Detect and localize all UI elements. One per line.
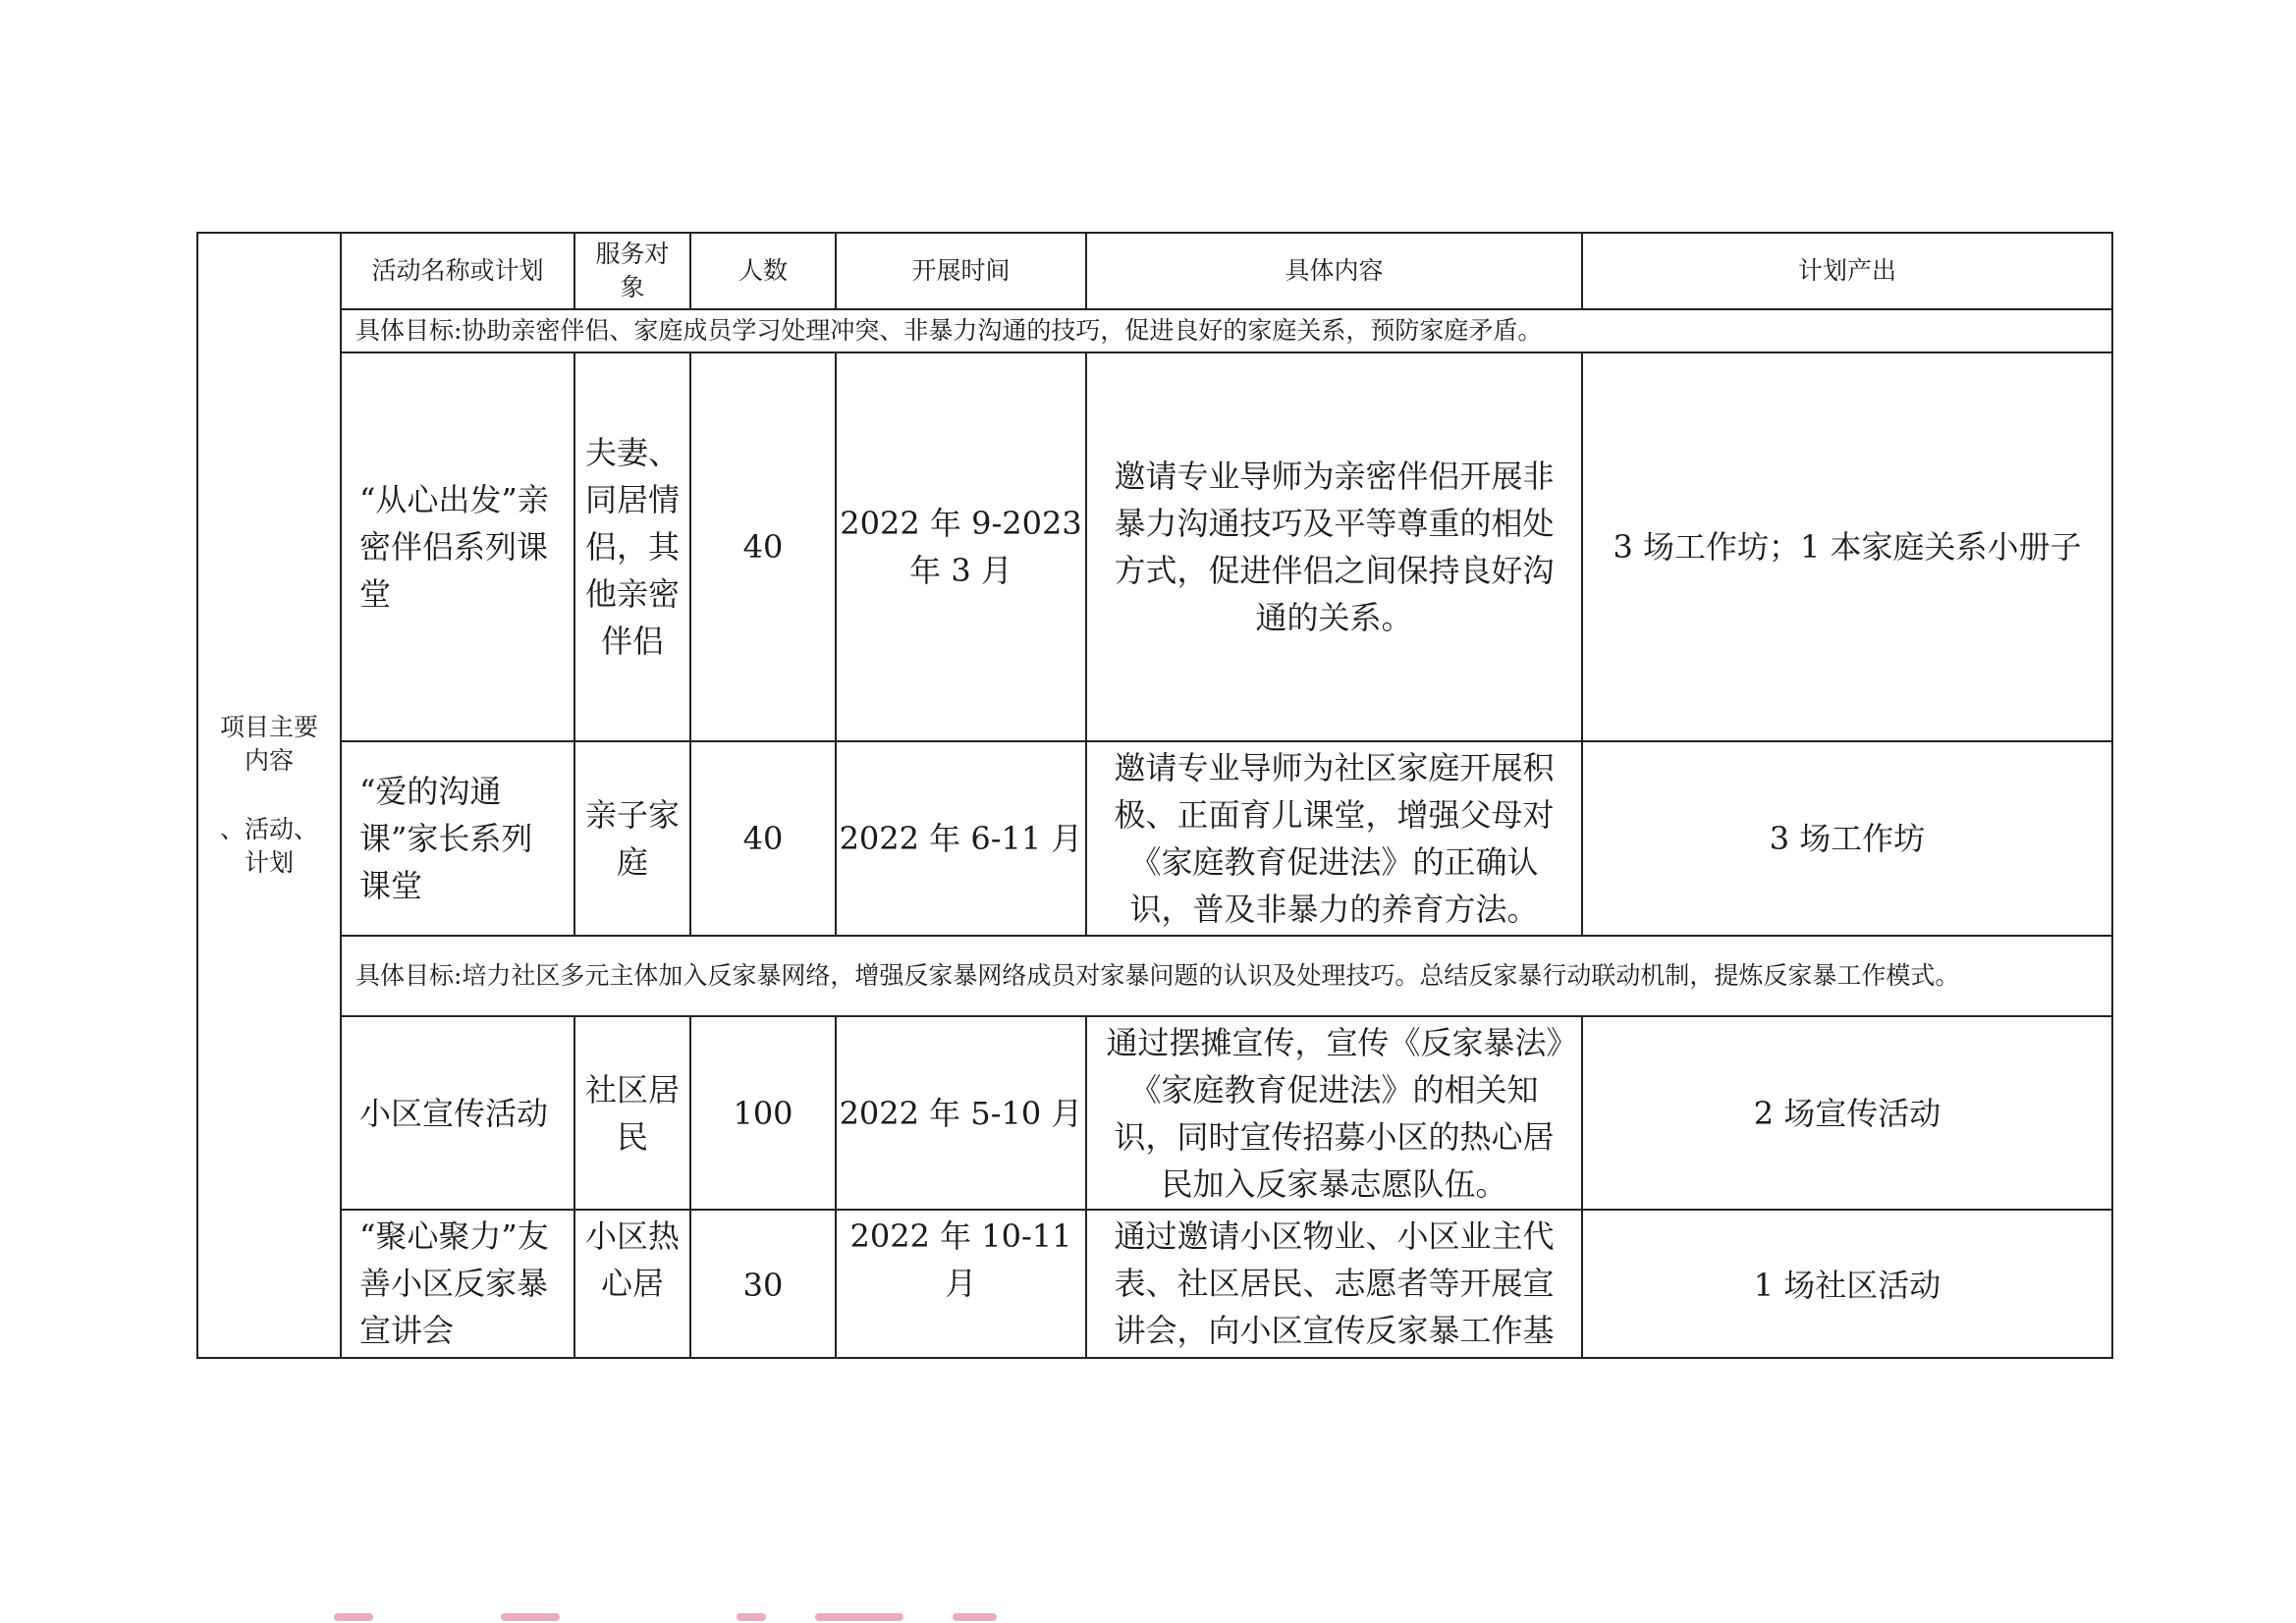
header-target: 服务对象 xyxy=(574,233,690,309)
activity-name: “从心出发”亲密伴侣系列课堂 xyxy=(341,352,574,741)
schedule-time: 2022 年 5-10 月 xyxy=(836,1016,1086,1210)
participant-count: 40 xyxy=(690,741,836,936)
participant-count: 40 xyxy=(690,352,836,741)
schedule-time: 2022 年 6-11 月 xyxy=(836,741,1086,936)
goal-text: 具体目标:协助亲密伴侣、家庭成员学习处理冲突、非暴力沟通的技巧，促进良好的家庭关系，预防家庭矛盾。 xyxy=(341,309,2112,352)
table-row xyxy=(197,1210,2112,1358)
activity-content: 邀请专业导师为社区家庭开展积极、正面育儿课堂，增强父母对《家庭教育促进法》的正确认识，普及非暴力的养育方法。 xyxy=(1086,741,1582,936)
service-target: 亲子家庭 xyxy=(574,741,690,936)
planned-output: 3 场工作坊；1 本家庭关系小册子 xyxy=(1582,352,2112,741)
activity-content: 通过邀请小区物业、小区业主代表、社区居民、志愿者等开展宣讲会，向小区宣传反家暴工作基 xyxy=(1086,1210,1582,1358)
activity-content: 通过摆摊宣传，宣传《反家暴法》《家庭教育促进法》的相关知识，同时宣传招募小区的热心居民加入反家暴志愿队伍。 xyxy=(1086,1016,1582,1210)
goal-row xyxy=(197,309,2112,352)
table-row xyxy=(197,352,2112,741)
table-header-row xyxy=(197,233,2112,309)
header-time: 开展时间 xyxy=(836,233,1086,309)
activity-content: 邀请专业导师为亲密伴侣开展非暴力沟通技巧及平等尊重的相处方式，促进伴侣之间保持良好沟通的关系。 xyxy=(1086,352,1582,741)
activity-name: “聚心聚力”友善小区反家暴宣讲会 xyxy=(341,1210,574,1358)
section-label-line: 项目主要 xyxy=(219,713,318,741)
participant-count: 30 xyxy=(690,1210,836,1358)
section-label-line: 、活动、 xyxy=(219,815,318,843)
planned-output: 3 场工作坊 xyxy=(1582,741,2112,936)
bleed-through-stamp-marks xyxy=(324,1610,1070,1623)
project-plan-table xyxy=(196,232,2113,1359)
planned-output: 1 场社区活动 xyxy=(1582,1210,2112,1358)
goal-text: 具体目标:培力社区多元主体加入反家暴网络，增强反家暴网络成员对家暴问题的认识及处理技巧。总结反家暴行动联动机制，提炼反家暴工作模式。 xyxy=(341,936,2112,1016)
table-row xyxy=(197,741,2112,936)
header-output: 计划产出 xyxy=(1582,233,2112,309)
planned-output: 2 场宣传活动 xyxy=(1582,1016,2112,1210)
table-row xyxy=(197,1016,2112,1210)
schedule-time: 2022 年 10-11 月 xyxy=(836,1210,1086,1358)
section-label-line: 内容 xyxy=(244,746,294,775)
activity-name: 小区宣传活动 xyxy=(341,1016,574,1210)
activity-name: “爱的沟通课”家长系列课堂 xyxy=(341,741,574,936)
section-label-line: 计划 xyxy=(244,848,294,877)
header-content: 具体内容 xyxy=(1086,233,1582,309)
header-activity: 活动名称或计划 xyxy=(341,233,574,309)
participant-count: 100 xyxy=(690,1016,836,1210)
header-count: 人数 xyxy=(690,233,836,309)
section-label-cell xyxy=(197,233,341,1358)
service-target: 社区居民 xyxy=(574,1016,690,1210)
goal-row xyxy=(197,936,2112,1016)
service-target: 夫妻、同居情侣，其他亲密伴侣 xyxy=(574,352,690,741)
schedule-time: 2022 年 9-2023 年 3 月 xyxy=(836,352,1086,741)
service-target: 小区热心居 xyxy=(574,1210,690,1358)
